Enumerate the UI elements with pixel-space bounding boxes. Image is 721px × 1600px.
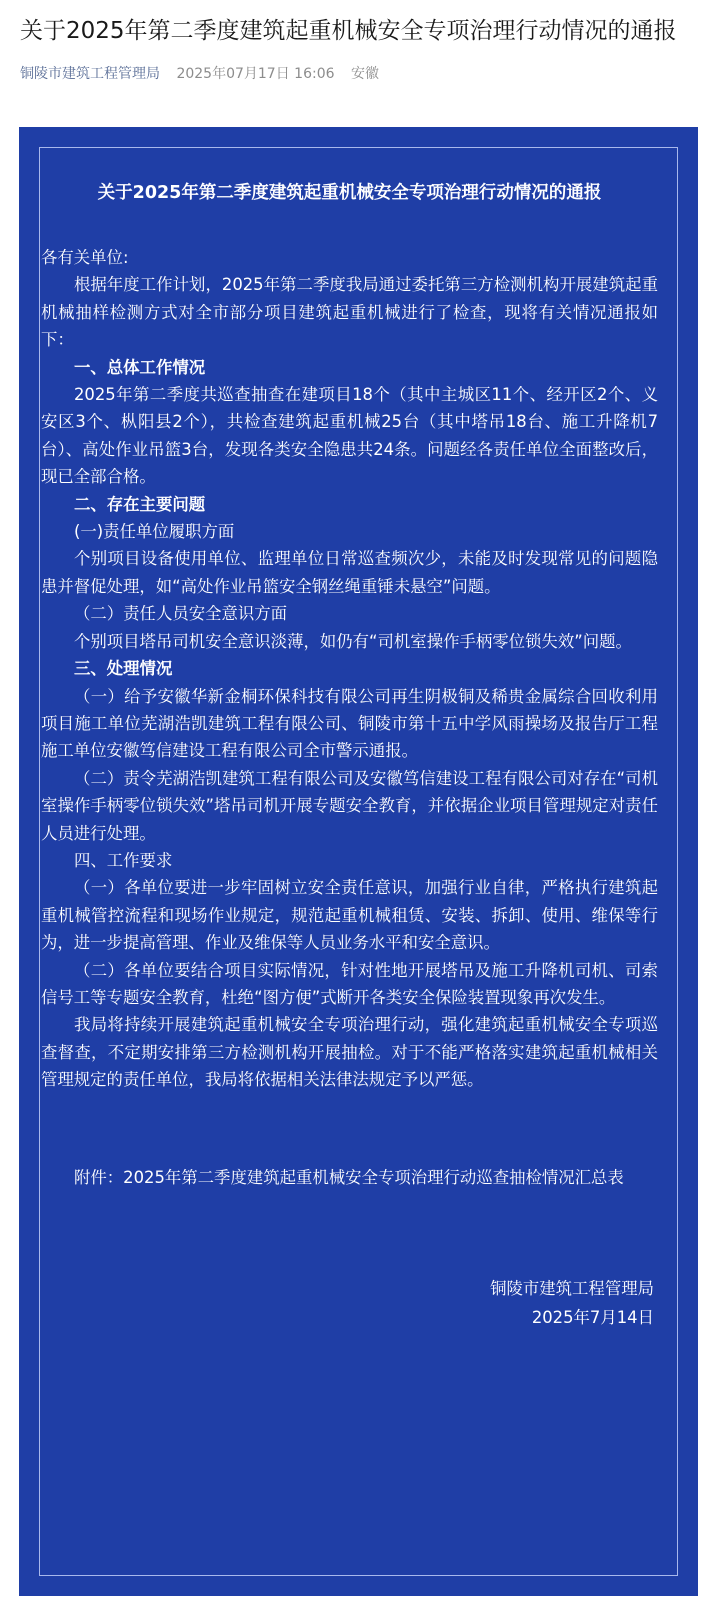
section-3-heading: 三、处理情况: [74, 659, 173, 679]
section-2-heading: 二、存在主要问题: [74, 494, 206, 514]
section-3-item-1: （一）给予安徽华新金桐环保科技有限公司再生阴极铜及稀贵金属综合回收利用项目施工单位芜湖浩凯建筑工程有限公司、铜陵市第十五中学风雨操场及报告厅工程施工单位安徽笃信建设工程有限公司全市警示通报。: [41, 686, 658, 761]
section-1-body: 2025年第二季度共巡查抽查在建项目18个（其中主城区11个、经开区2个、义安区3个、枞阳县2个），共检查建筑起重机械25台（其中塔吊18台、施工升降机7台）、高处作业吊篮3台，发现各类安全隐患共24条。问题经各责任单位全面整改后，现已全部合格。: [41, 385, 658, 487]
section-2-sub-2-body: 个别项目塔吊司机安全意识淡薄，如仍有“司机室操作手柄零位锁失效”问题。: [74, 631, 632, 651]
section-4-item-1: （一）各单位要进一步牢固树立安全责任意识，加强行业自律，严格执行建筑起重机械管控流程和现场作业规定，规范起重机械租赁、安装、拆卸、使用、维保等行为，进一步提高管理、作业及维保等人员业务水平和安全意识。: [41, 878, 658, 953]
publish-region: 安徽: [350, 66, 379, 82]
attachment-note: 附件：2025年第二季度建筑起重机械安全专项治理行动巡查抽检情况汇总表: [74, 1167, 624, 1187]
author-link[interactable]: 铜陵市建筑工程管理局: [20, 66, 160, 82]
section-4-heading: 四、工作要求: [74, 850, 173, 870]
section-2-sub-2-heading: （二）责任人员安全意识方面: [74, 604, 288, 624]
intro-paragraph: 根据年度工作计划，2025年第二季度我局通过委托第三方检测机构开展建筑起重机械抽样检测方式对全市部分项目建筑起重机械进行了检查，现将有关情况通报如下：: [41, 275, 658, 350]
article-title: 关于2025年第二季度建筑起重机械安全专项治理行动情况的通报: [20, 18, 677, 44]
section-2-sub-1-heading: (一)责任单位履职方面: [74, 522, 235, 542]
signature-org: 铜陵市建筑工程管理局: [490, 1279, 654, 1298]
notice-title: 关于2025年第二季度建筑起重机械安全专项治理行动情况的通报: [97, 183, 602, 203]
signature-block: [41, 1274, 658, 1332]
section-1-heading: 一、总体工作情况: [74, 357, 206, 377]
closing-paragraph: 我局将持续开展建筑起重机械安全专项治理行动，强化建筑起重机械安全专项巡查督查，不定期安排第三方检测机构开展抽检。对于不能严格落实建筑起重机械相关管理规定的责任单位，我局将依据相关法律法规定予以严惩。: [41, 1015, 658, 1090]
section-4-item-2: （二）各单位要结合项目实际情况，针对性地开展塔吊及施工升降机司机、司索信号工等专题安全教育，杜绝“图方便”式断开各类安全保险装置现象再次发生。: [41, 960, 658, 1007]
notice-document: [41, 165, 658, 1332]
publish-datetime: 2025年07月17日 16:06: [176, 66, 335, 82]
section-3-item-2: （二）责令芜湖浩凯建筑工程有限公司及安徽笃信建设工程有限公司对存在“司机室操作手柄零位锁失效”塔吊司机开展专题安全教育，并依据企业项目管理规定对责任人员进行处理。: [41, 768, 658, 843]
article-meta: [20, 64, 379, 84]
signature-date: 2025年7月14日: [531, 1308, 654, 1327]
salutation: 各有关单位:: [41, 248, 129, 267]
section-2-sub-1-body: 个别项目设备使用单位、监理单位日常巡查频次少，未能及时发现常见的问题隐患并督促处理，如“高处作业吊篮安全钢丝绳重锤未悬空”问题。: [41, 549, 658, 596]
